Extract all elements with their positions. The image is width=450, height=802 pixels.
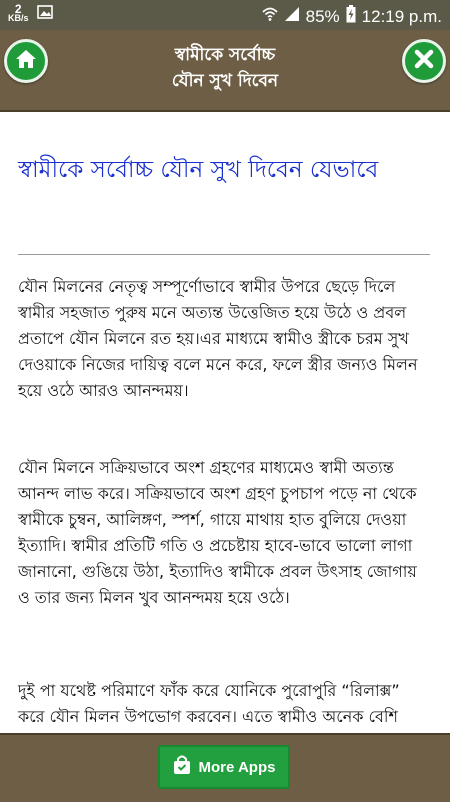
bottom-bar [0, 733, 450, 802]
data-rate-indicator [8, 2, 29, 23]
app-title-line-1: স্বামীকে সর্বোচ্চ [174, 45, 276, 65]
data-rate-unit: KB/s [8, 13, 29, 23]
signal-icon [284, 6, 300, 27]
status-bar [0, 0, 450, 30]
shopping-bag-icon [173, 755, 191, 779]
article-paragraph-1: যৌন মিলনের নেতৃত্ব সম্পূর্ণোভাবে স্বামীর উপরে ছেড়ে দিলে স্বামীর সহজাত পুরুষ মনে অত্যন্ত উত্তেজিত হয়ে উঠে ও প্রবল প্রতাপে যৌন মিলনে রত হয়।এর মাধ্যমে স্বামীও স্ত্রীকে চরম সুখ দেওয়াকে নিজের দায়িত্ব বলে মনে করে, ফলে স্ত্রীর জন্যও মিলন হয়ে ওঠে আরও আনন্দময়। [18, 277, 418, 400]
image-notification-icon [37, 4, 53, 24]
more-apps-button[interactable] [158, 745, 290, 789]
more-apps-label: More Apps [198, 758, 276, 776]
close-button[interactable] [402, 39, 446, 83]
article-heading: স্বামীকে সর্বোচ্চ যৌন সুখ দিবেন যেভাবে [18, 157, 379, 183]
close-icon [414, 49, 434, 73]
article-content[interactable] [0, 112, 450, 733]
wifi-icon [262, 6, 278, 27]
app-title [60, 42, 390, 94]
home-button[interactable] [4, 39, 48, 83]
article-paragraph-2: যৌন মিলনে সক্রিয়ভাবে অংশ গ্রহণের মাধ্যমেও স্বামী অত্যন্ত আনন্দ লাভ করে। সক্রিয়ভাবে অংশ গ্রহণ চুপচাপ পড়ে না থেকে স্বামীকে চুম্বন, আলিঙ্গণ, স্পর্শ, গায়ে মাথায় হাত বুলিয়ে দেওয়া ইত্যাদি। স্বামীর প্রতিটি গতি ও প্রচেষ্টায় হাবে-ভাবে ভালো লাগা জানানো, গুঙিয়ে উঠা, ইত্যাদিও স্বামীকে প্রবল উৎসাহ জোগায় ও তার জন্য মিলন খুব আনন্দময় হয়ে ওঠে। [18, 458, 417, 607]
battery-percentage: 85% [305, 6, 340, 26]
data-rate-value: 2 [14, 2, 22, 16]
app-bar [0, 30, 450, 112]
article-paragraph-3: দুই পা যথেষ্ট পরিমাণে ফাঁক করে যোনিকে পুরোপুরি “রিলাক্স” করে যৌন মিলন উপভোগ করবেন। এতে স্বামীও অনেক বেশি [18, 681, 400, 726]
battery-charging-icon [346, 5, 356, 28]
app-title-line-2: যৌন সুখ দিবেন [171, 71, 279, 91]
clock: 12:19 p.m. [361, 6, 442, 26]
home-icon [15, 49, 37, 73]
heading-divider [18, 254, 430, 255]
